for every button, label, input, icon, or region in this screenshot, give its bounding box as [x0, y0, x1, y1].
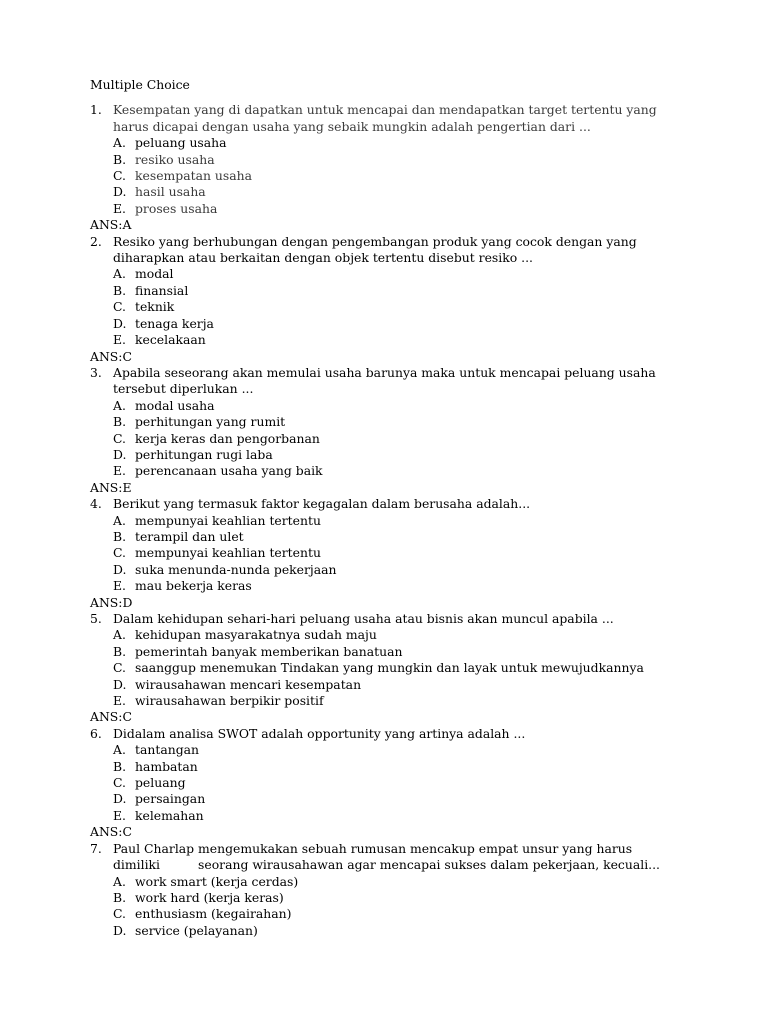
option-letter: E.: [113, 332, 126, 348]
option-letter: B.: [113, 151, 127, 167]
option-item: [113, 299, 730, 315]
question-line: diharapkan atau berkaitan dengan objek tertentu disebut resiko ...: [113, 250, 533, 266]
question-number: 1.: [90, 102, 102, 118]
option-item: [113, 545, 730, 561]
option-text: kehidupan masyarakatnya sudah maju: [135, 627, 377, 643]
question-number: 2.: [90, 233, 102, 249]
option-item: [113, 627, 730, 643]
option-item: [113, 152, 730, 168]
answer-key: ANS:C: [90, 709, 132, 725]
option-letter: A.: [113, 512, 126, 528]
option-text: service (pelayanan): [135, 922, 258, 938]
option-item: [113, 759, 730, 775]
option-text: mempunyai keahlian tertentu: [135, 512, 321, 528]
question-line: dimiliki: [113, 857, 161, 873]
option-item: [113, 135, 730, 151]
option-text: wirausahawan berpikir positif: [135, 693, 324, 709]
option-text: work smart (kerja cerdas): [135, 873, 299, 889]
option-letter: A.: [113, 397, 126, 413]
question-number: 7.: [90, 840, 102, 856]
option-letter: C.: [113, 545, 126, 561]
option-letter: D.: [113, 561, 127, 577]
option-item: [113, 414, 730, 430]
option-item: [113, 513, 730, 529]
option-item: [113, 283, 730, 299]
option-item: [113, 906, 730, 922]
option-text: persaingan: [135, 791, 206, 807]
option-letter: C.: [113, 775, 126, 791]
option-letter: A.: [113, 266, 126, 282]
option-text: finansial: [135, 282, 189, 298]
question-line: seorang wirausahawan agar mencapai sukses dalam pekerjaan, kecuali...: [198, 857, 660, 873]
question-line: Kesempatan yang di dapatkan untuk mencapai dan mendapatkan target tertentu yang: [113, 102, 657, 118]
option-letter: A.: [113, 873, 126, 889]
option-item: [113, 775, 730, 791]
option-item: [113, 562, 730, 578]
option-text: perencanaan usaha yang baik: [135, 463, 323, 479]
question-text: [113, 726, 730, 742]
option-item: [113, 693, 730, 709]
question-number: 4.: [90, 496, 102, 512]
option-item: [113, 201, 730, 217]
option-letter: B.: [113, 758, 127, 774]
question-text: [113, 496, 730, 512]
option-letter: B.: [113, 643, 127, 659]
option-item: [113, 332, 730, 348]
option-text: modal usaha: [135, 397, 215, 413]
option-text: tenaga kerja: [135, 315, 214, 331]
option-list: [113, 135, 730, 217]
option-text: kelemahan: [135, 807, 204, 823]
option-letter: E.: [113, 578, 126, 594]
question-list: [90, 102, 730, 840]
option-item: [113, 447, 730, 463]
option-text: mau bekerja keras: [135, 578, 252, 594]
option-letter: B.: [113, 282, 127, 298]
option-text: saanggup menemukan Tindakan yang mungkin dan layak untuk mewujudkannya: [135, 660, 644, 676]
option-letter: D.: [113, 922, 127, 938]
option-item: [113, 398, 730, 414]
option-text: terampil dan ulet: [135, 528, 244, 544]
option-letter: E.: [113, 693, 126, 709]
question-5: [90, 611, 730, 726]
option-item: [113, 266, 730, 282]
option-letter: A.: [113, 742, 126, 758]
option-item: [113, 168, 730, 184]
option-text: work hard (kerja keras): [135, 889, 284, 905]
option-item: [113, 890, 730, 906]
option-letter: D.: [113, 791, 127, 807]
option-item: [113, 184, 730, 200]
option-letter: E.: [113, 463, 126, 479]
option-text: modal: [135, 266, 174, 282]
question-text: [113, 365, 730, 398]
option-item: [113, 677, 730, 693]
option-text: perhitungan rugi laba: [135, 446, 273, 462]
question-line: tersebut diperlukan ...: [113, 381, 254, 397]
option-letter: A.: [113, 627, 126, 643]
option-text: suka menunda-nunda pekerjaan: [135, 561, 337, 577]
option-text: hambatan: [135, 758, 198, 774]
option-item: [113, 463, 730, 479]
option-text: kesempatan usaha: [135, 168, 252, 184]
option-item: [113, 808, 730, 824]
question-number: 6.: [90, 725, 102, 741]
question-line: Paul Charlap mengemukakan sebuah rumusan mencakup empat unsur yang harus: [113, 840, 633, 856]
option-list: [113, 742, 730, 824]
question-line: Berikut yang termasuk faktor kegagalan dalam berusaha adalah...: [113, 496, 531, 512]
answer-key: ANS:C: [90, 348, 132, 364]
question-text: [113, 611, 730, 627]
option-text: wirausahawan mencari kesempatan: [135, 676, 362, 692]
question-line: Resiko yang berhubungan dengan pengembangan produk yang cocok dengan yang: [113, 233, 637, 249]
option-list: [113, 266, 730, 348]
option-list: [113, 513, 730, 595]
option-item: [113, 529, 730, 545]
option-item: [113, 316, 730, 332]
option-text: peluang usaha: [135, 135, 227, 151]
option-letter: D.: [113, 676, 127, 692]
option-text: kerja keras dan pengorbanan: [135, 430, 320, 446]
option-text: kecelakaan: [135, 332, 206, 348]
option-letter: C.: [113, 660, 126, 676]
option-text: resiko usaha: [135, 151, 215, 167]
document-page: [90, 77, 730, 939]
question-line: harus dicapai dengan usaha yang sebaik mungkin adalah pengertian dari ...: [113, 118, 591, 134]
question-6: [90, 726, 730, 841]
question-text: [113, 841, 730, 874]
question-text: [113, 102, 730, 135]
option-text: pemerintah banyak memberikan banatuan: [135, 643, 403, 659]
option-text: peluang: [135, 775, 186, 791]
option-item: [113, 874, 730, 890]
question-4: [90, 496, 730, 611]
question-2: [90, 234, 730, 365]
question-3: [90, 365, 730, 496]
option-letter: E.: [113, 200, 126, 216]
option-letter: C.: [113, 430, 126, 446]
option-item: [113, 660, 730, 676]
option-letter: B.: [113, 889, 127, 905]
option-text: mempunyai keahlian tertentu: [135, 545, 321, 561]
option-item: [113, 923, 730, 939]
option-item: [113, 431, 730, 447]
option-item: [113, 742, 730, 758]
question-line: Didalam analisa SWOT adalah opportunity yang artinya adalah ...: [113, 725, 526, 741]
option-list: [113, 874, 730, 940]
answer-key: ANS:D: [90, 594, 133, 610]
question-7: [90, 841, 730, 939]
option-letter: D.: [113, 184, 127, 200]
option-item: [113, 644, 730, 660]
option-item: [113, 578, 730, 594]
option-text: perhitungan yang rumit: [135, 414, 286, 430]
question-number: 5.: [90, 611, 102, 626]
option-letter: D.: [113, 446, 127, 462]
page-title: Multiple Choice: [90, 77, 190, 92]
option-letter: C.: [113, 299, 126, 315]
answer-key: ANS:A: [90, 217, 132, 233]
option-text: teknik: [135, 299, 175, 315]
option-list: [113, 627, 730, 709]
option-letter: C.: [113, 168, 126, 184]
option-letter: B.: [113, 414, 127, 430]
question-text: [113, 234, 730, 267]
option-item: [113, 791, 730, 807]
option-letter: E.: [113, 807, 126, 823]
question-1: [90, 102, 730, 233]
option-letter: B.: [113, 528, 127, 544]
option-text: tantangan: [135, 742, 199, 758]
option-text: hasil usaha: [135, 184, 206, 200]
option-list: [113, 398, 730, 480]
question-number: 3.: [90, 364, 102, 380]
option-letter: A.: [113, 135, 126, 151]
option-text: proses usaha: [135, 200, 218, 216]
question-line: Dalam kehidupan sehari-hari peluang usaha atau bisnis akan muncul apabila ...: [113, 611, 614, 626]
option-text: enthusiasm (kegairahan): [135, 906, 292, 922]
answer-key: ANS:E: [90, 479, 132, 495]
option-letter: C.: [113, 906, 126, 922]
question-line: Apabila seseorang akan memulai usaha barunya maka untuk mencapai peluang usaha: [113, 364, 656, 380]
option-letter: D.: [113, 315, 127, 331]
answer-key: ANS:C: [90, 824, 132, 840]
